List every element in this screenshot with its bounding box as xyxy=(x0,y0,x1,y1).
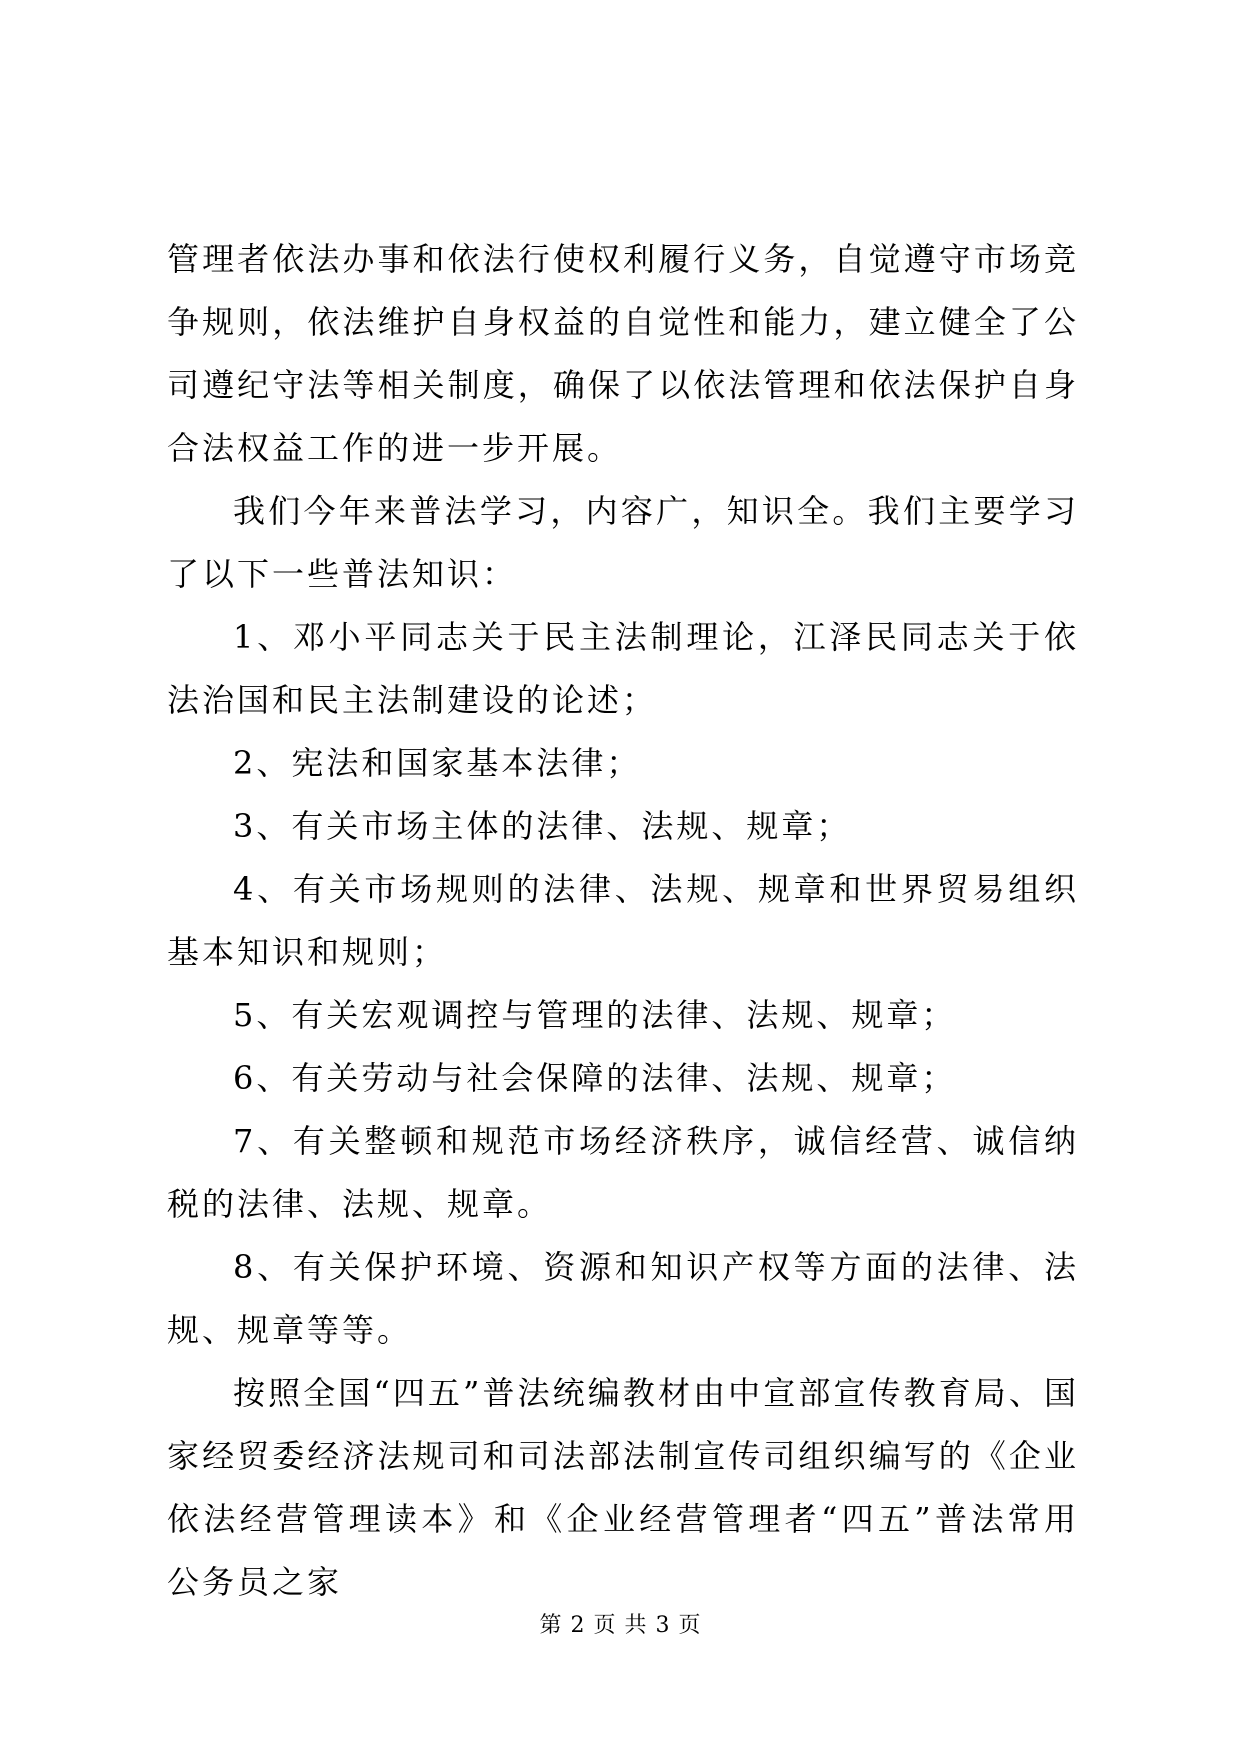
document-body xyxy=(167,228,1079,1614)
paragraph-continuation: 管理者依法办事和依法行使权利履行义务，自觉遵守市场竞争规则，依法维护自身权益的自觉性和能力，建立健全了公司遵纪守法等相关制度，确保了以依法管理和依法保护自身合法权益工作的进一步开展。 xyxy=(167,240,1079,467)
page-number-footer: 第 2 页 共 3 页 xyxy=(539,1613,702,1638)
list-item-3: 3、有关市场主体的法律、法规、规章； xyxy=(233,807,852,845)
list-item-4: 4、有关市场规则的法律、法规、规章和世界贸易组织基本知识和规则； xyxy=(167,870,1079,971)
paragraph-textbooks: 按照全国“四五”普法统编教材由中宣部宣传教育局、国家经贸委经济法规司和司法部法制宣传司组织编写的《企业依法经营管理读本》和《企业经营管理者“四五”普法常用公务员之家 xyxy=(167,1374,1079,1601)
list-item-1: 1、邓小平同志关于民主法制理论，江泽民同志关于依法治国和民主法制建设的论述； xyxy=(167,618,1079,719)
list-item-6: 6、有关劳动与社会保障的法律、法规、规章； xyxy=(233,1059,957,1097)
list-item-8: 8、有关保护环境、资源和知识产权等方面的法律、法规、规章等等。 xyxy=(167,1248,1079,1349)
list-item-5: 5、有关宏观调控与管理的法律、法规、规章； xyxy=(233,996,957,1034)
list-item-2: 2、宪法和国家基本法律； xyxy=(233,744,642,782)
list-item-7: 7、有关整顿和规范市场经济秩序，诚信经营、诚信纳税的法律、法规、规章。 xyxy=(167,1122,1079,1223)
paragraph-intro: 我们今年来普法学习，内容广，知识全。我们主要学习了以下一些普法知识： xyxy=(167,492,1079,593)
